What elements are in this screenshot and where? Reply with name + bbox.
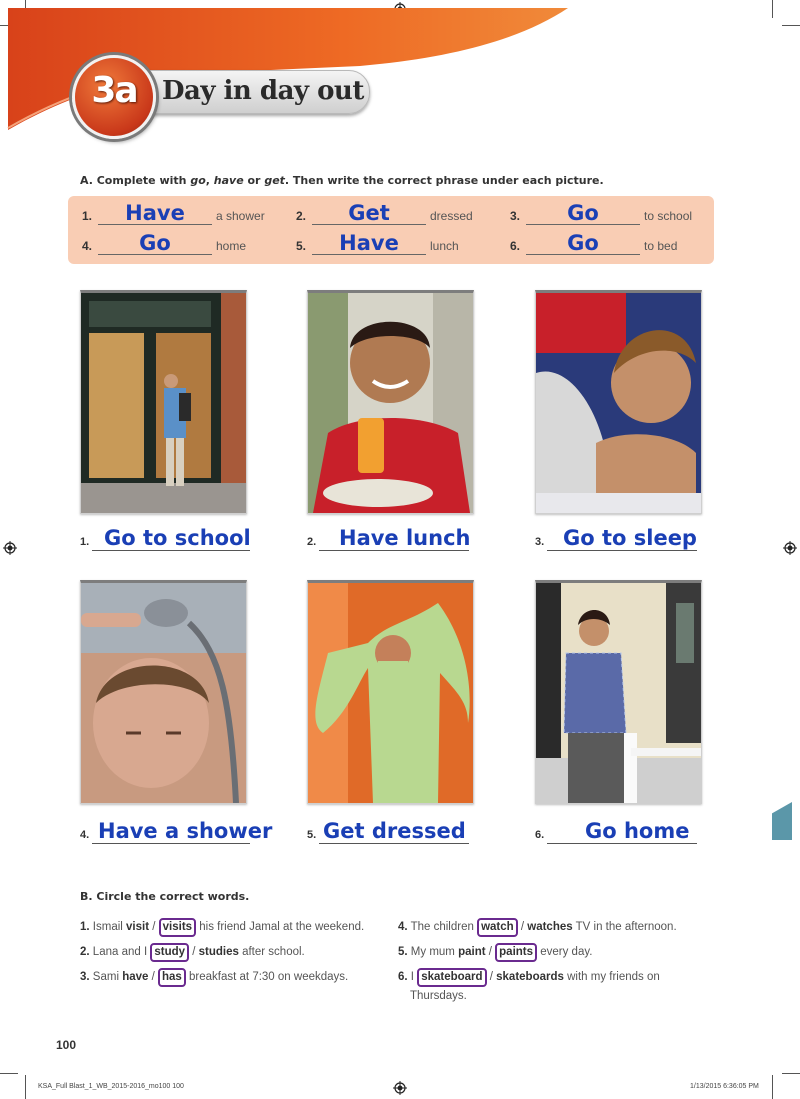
answer-text[interactable]: Go home [585, 819, 690, 843]
crop-mark [772, 1075, 773, 1099]
photo-go-to-school [80, 290, 247, 514]
option-word[interactable]: have [122, 971, 149, 983]
exercise-b-item: 6. I skateboard / skateboards with my friends on [398, 968, 660, 987]
page-edge-tab [772, 802, 792, 840]
answer-text[interactable]: Get dressed [323, 819, 466, 843]
print-slug-right: 1/13/2015 6:36:05 PM [690, 1083, 759, 1090]
exercise-b-item: 4. The children watch / watches TV in the afternoon. [398, 918, 677, 937]
caption-5: 5. Get dressed [307, 819, 477, 845]
answer-text[interactable]: Have [125, 201, 185, 225]
registration-mark-icon [783, 541, 797, 555]
answer-text[interactable]: Go [139, 231, 171, 255]
crop-mark [25, 1075, 26, 1099]
circled-option[interactable]: skateboard [417, 968, 486, 987]
circled-option[interactable]: has [158, 968, 186, 987]
exercise-b-item-continuation: Thursdays. [410, 990, 467, 1002]
exercise-a-instruction: A. Complete with go, have or get. Then write the correct phrase under each picture. [80, 174, 604, 187]
caption-2: 2. Have lunch [307, 526, 471, 550]
photo-have-a-shower [80, 580, 247, 804]
photo-have-lunch [307, 290, 474, 514]
circled-option[interactable]: watch [477, 918, 518, 937]
photo-get-dressed [307, 580, 474, 804]
answer-text[interactable]: Go to sleep [563, 526, 697, 550]
photo-go-home [535, 580, 702, 804]
option-word[interactable]: visit [126, 921, 150, 933]
answer-text[interactable]: Have a shower [98, 819, 273, 843]
answer-text[interactable]: Go [567, 201, 599, 225]
unit-badge-label: 3a [91, 70, 137, 111]
answer-text[interactable]: Have [339, 231, 399, 255]
crop-mark [0, 1073, 18, 1074]
exercise-b-item: 1. Ismail visit / visits his friend Jamal at the weekend. [80, 918, 364, 937]
registration-mark-icon [3, 541, 17, 555]
caption-4: 4. Have a shower [80, 819, 273, 843]
circled-option[interactable]: visits [159, 918, 196, 937]
answer-text[interactable]: Go to school [104, 526, 251, 550]
option-word[interactable]: watches [527, 921, 573, 933]
answer-text[interactable]: Have lunch [339, 526, 471, 550]
crop-mark [782, 1073, 800, 1074]
circled-option[interactable]: study [150, 943, 189, 962]
circled-option[interactable]: paints [495, 943, 537, 962]
page-title: Day in day out [162, 76, 364, 106]
page-number: 100 [56, 1038, 77, 1052]
answer-text[interactable]: Get [348, 201, 390, 225]
caption-6: 6. Go home [535, 819, 705, 845]
option-word[interactable]: studies [198, 946, 239, 958]
option-word[interactable]: skateboards [496, 971, 564, 983]
print-slug-left: KSA_Full Blast_1_WB_2015-2016_mo100 100 [38, 1083, 184, 1090]
exercise-b-item: 5. My mum paint / paints every day. [398, 943, 592, 962]
exercise-b-item: 3. Sami have / has breakfast at 7:30 on weekdays. [80, 968, 348, 987]
photo-go-to-sleep [535, 290, 702, 514]
exercise-b-item: 2. Lana and I study / studies after school. [80, 943, 305, 962]
option-word[interactable]: paint [458, 946, 486, 958]
caption-1: 1. Go to school [80, 526, 251, 550]
registration-mark-icon [393, 1081, 407, 1095]
answer-text[interactable]: Go [567, 231, 599, 255]
exercise-b-instruction: B. Circle the correct words. [80, 890, 250, 903]
caption-3: 3. Go to sleep [535, 526, 697, 550]
